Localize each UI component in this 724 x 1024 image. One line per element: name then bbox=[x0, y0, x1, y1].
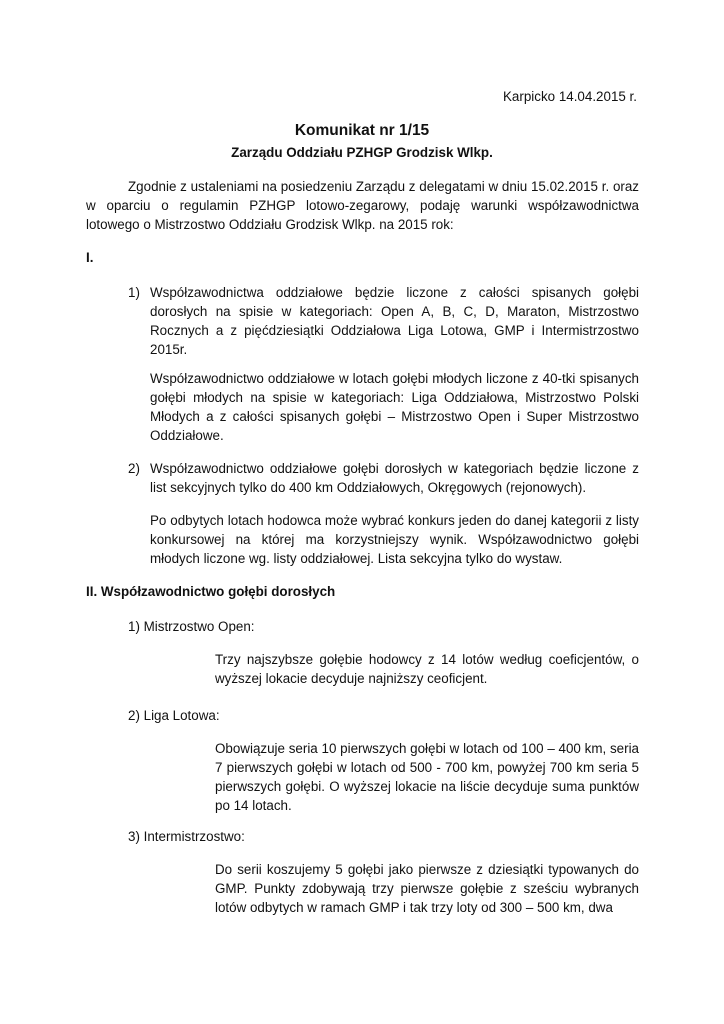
section-2-item-2-text: Obowiązuje seria 10 pierwszych gołębi w lotach od 100 – 400 km, seria 7 pierwszych gołębi w lotach od 500 - 700 km, powyżej 700 km seria 5 pierwszych gołębi. O wyższej lokacie na liście decyduje suma punktów po 14 lotach. bbox=[215, 741, 639, 813]
section-1-item-1-paragraph-1: Współzawodnictwa oddziałowe będzie liczone z całości spisanych gołębi dorosłych na spisie w kategoriach: Open A, B, C, D, Maraton, Mistrzostwo Rocznych a z pięćdziesiątki Oddziałowa Liga Lotowa, GMP i Intermistrzostwo 2015r. bbox=[150, 285, 639, 357]
section-2-item-3-text: Do serii koszujemy 5 gołębi jako pierwsze z dziesiątki typowanych do GMP. Punkty zdobywają trzy pierwsze gołębie z sześciu wybranych lotów odbytych w ramach GMP i tak trzy loty od 300 – 500 km, dwa bbox=[215, 862, 639, 915]
section-2-heading: II. Współzawodnictwo gołębi dorosłych bbox=[86, 584, 336, 599]
section-1-heading: I. bbox=[86, 250, 94, 265]
document-date: Karpicko 14.04.2015 r. bbox=[503, 89, 637, 104]
section-1-item-1-number: 1) bbox=[128, 285, 140, 300]
section-2-item-2-label: 2) Liga Lotowa: bbox=[128, 708, 220, 723]
section-1-item-2-paragraph-1: Współzawodnictwo oddziałowe gołębi dorosłych w kategoriach będzie liczone z list sekcyjnych tylko do 400 km Oddziałowych, Okręgowych (rejonowych). bbox=[150, 461, 639, 495]
intro-paragraph: Zgodnie z ustaleniami na posiedzeniu Zarządu z delegatami w dniu 15.02.2015 r. oraz w oparciu o regulamin PZHGP lotowo-zegarowy, podaję warunki współzawodnictwa lotowego o Mistrzostwo Oddziału Grodzisk Wlkp. na 2015 rok: bbox=[86, 179, 639, 232]
section-2-item-1-label: 1) Mistrzostwo Open: bbox=[128, 619, 255, 634]
section-1-item-2-paragraph-2: Po odbytych lotach hodowca może wybrać konkurs jeden do danej kategorii z listy konkursowej na której ma korzystniejszy wynik. Współzawodnictwo gołębi młodych liczone wg. listy oddziałowej. Lista sekcyjna tylko do wystaw. bbox=[150, 513, 639, 566]
section-2-item-1-text: Trzy najszybsze gołębie hodowcy z 14 lotów według coeficjentów, o wyższej lokacie decyduje najniższy ceoficjent. bbox=[215, 652, 639, 686]
section-1-item-1-paragraph-2: Współzawodnictwo oddziałowe w lotach gołębi młodych liczone z 40-tki spisanych gołębi młodych na spisie w kategoriach: Liga Oddziałowa, Mistrzostwo Polski Młodych a z całości spisanych gołębi – Mistrzostwo Open i Super Mistrzostwo Oddziałowe. bbox=[150, 371, 639, 443]
section-2-item-3-label: 3) Intermistrzostwo: bbox=[128, 829, 245, 844]
document-title: Komunikat nr 1/15 bbox=[294, 122, 430, 139]
document-subtitle: Zarządu Oddziału PZHGP Grodzisk Wlkp. bbox=[231, 145, 493, 160]
section-1-item-2-number: 2) bbox=[128, 461, 140, 476]
